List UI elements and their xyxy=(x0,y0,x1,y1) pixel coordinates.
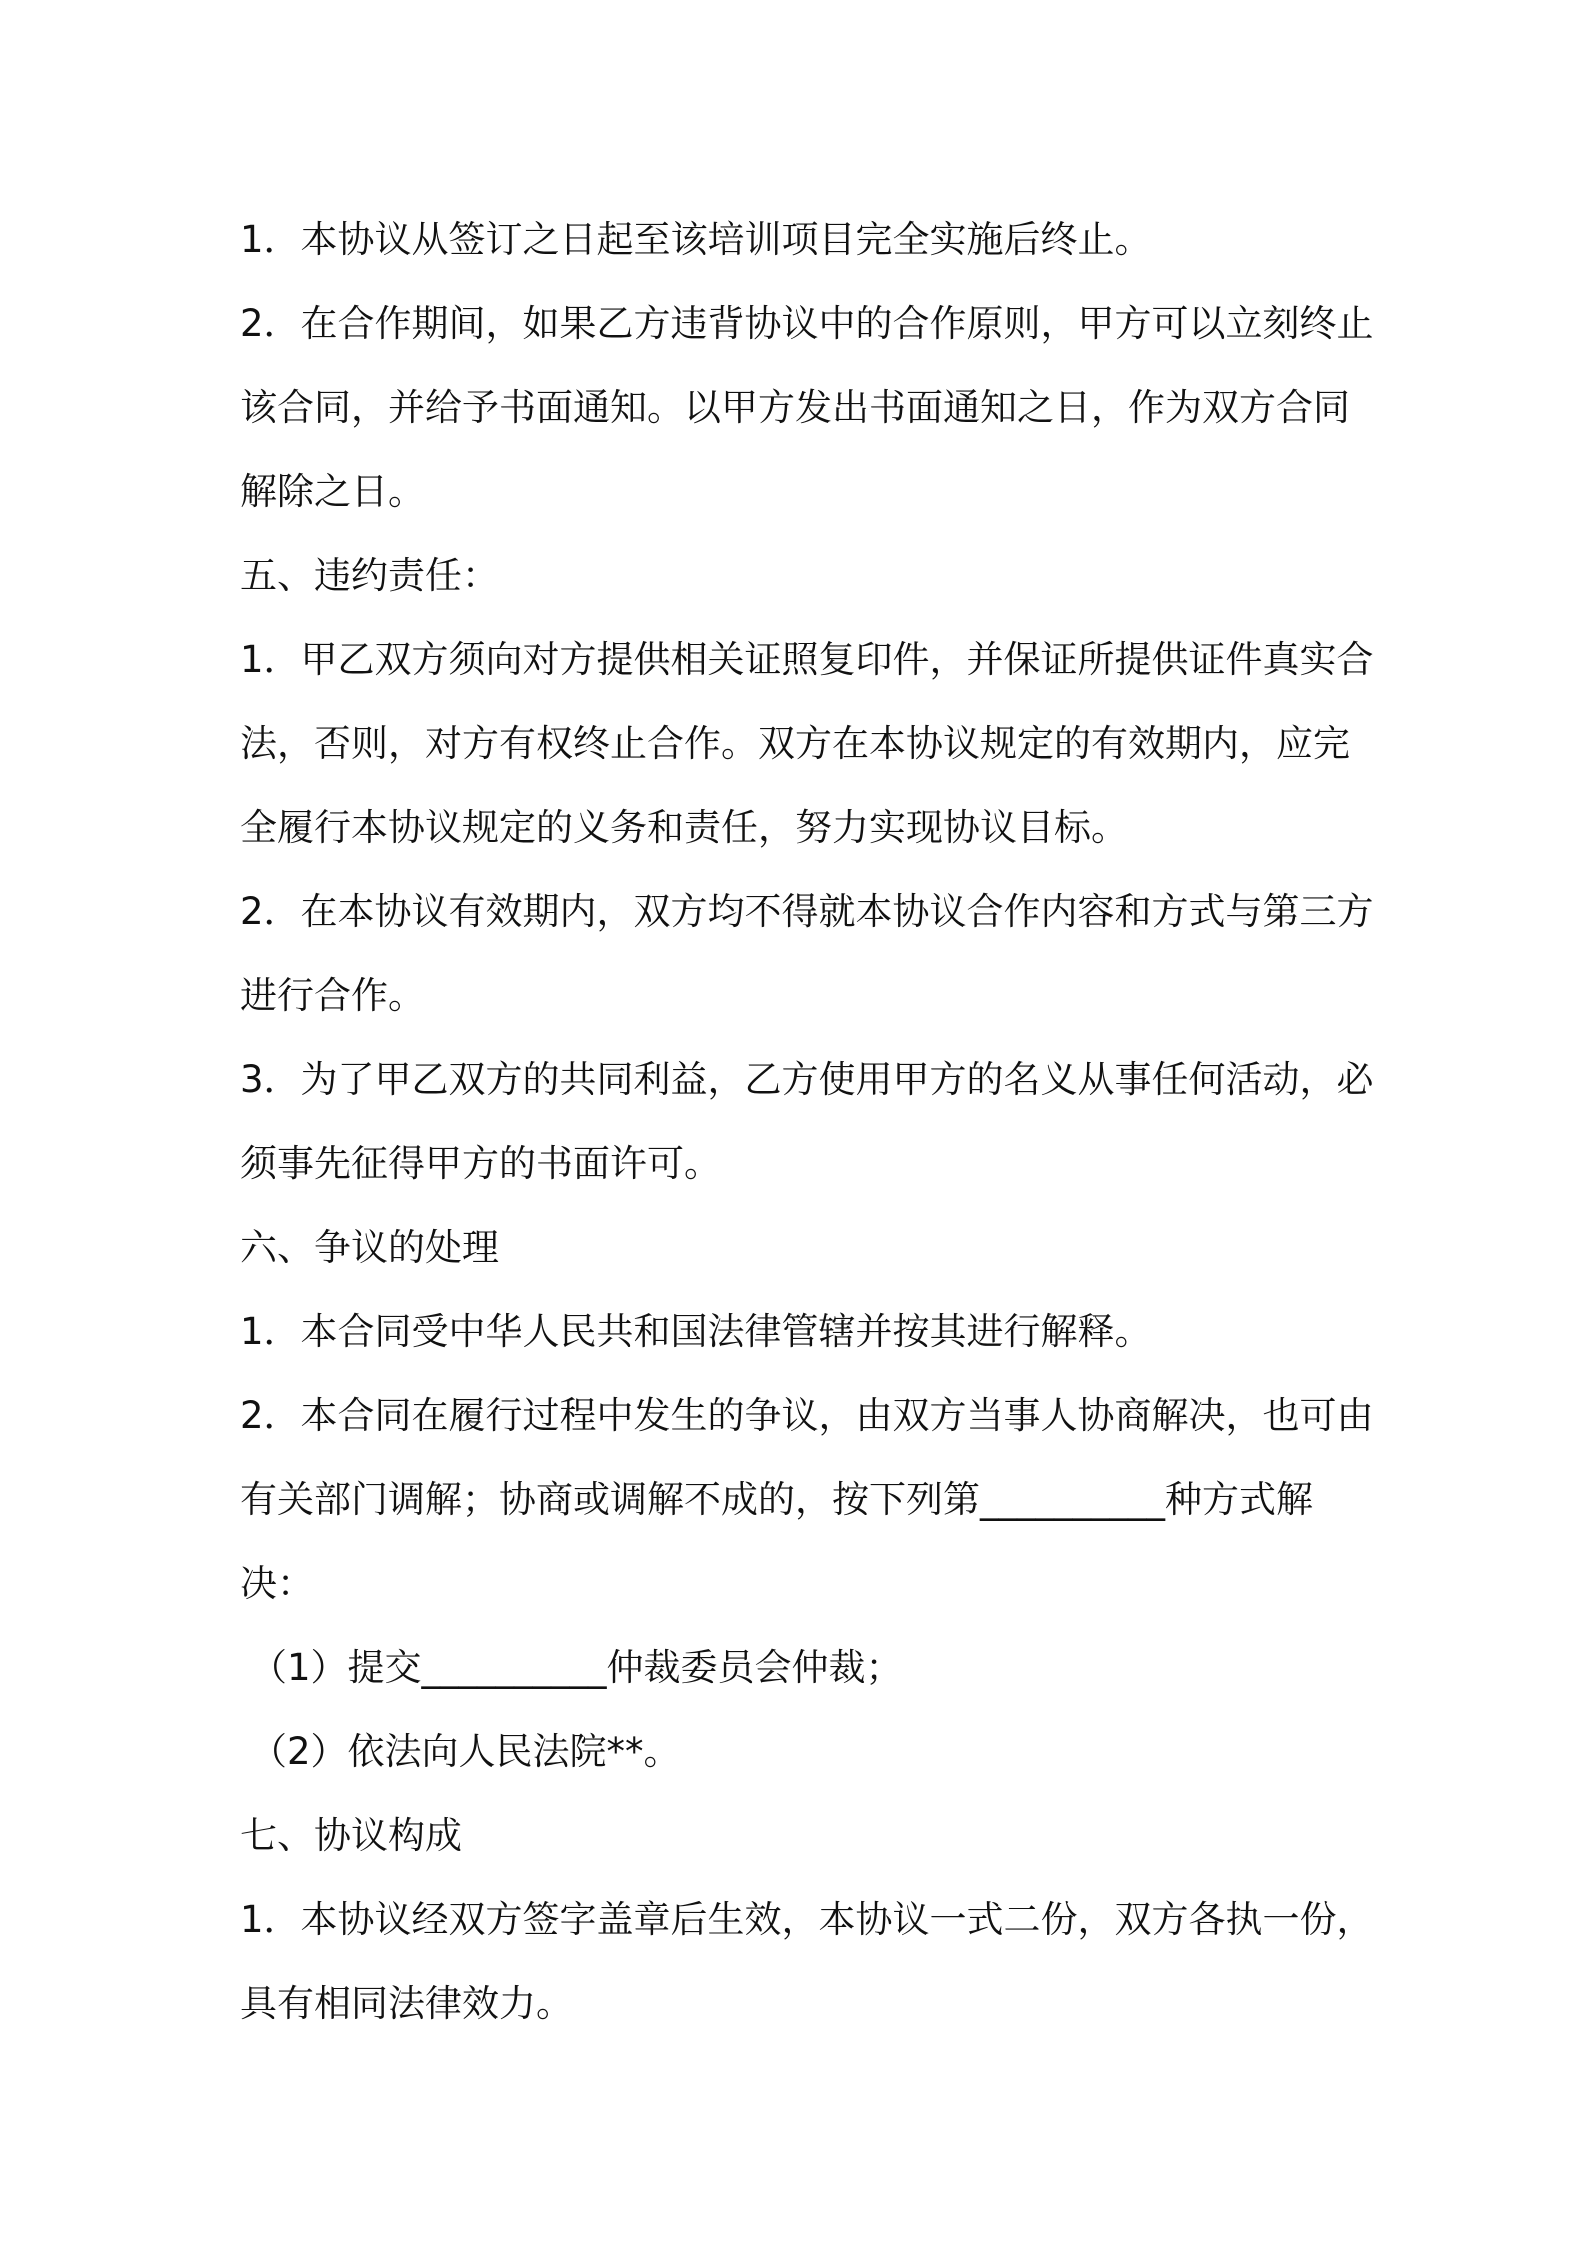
clause-disputes-option-1: （1）提交__________仲裁委员会仲裁； xyxy=(250,1646,903,1689)
document-body xyxy=(240,198,1380,2046)
clause-liability-2: 2．在本协议有效期内，双方均不得就本协议合作内容和方式与第三方进行合作。 xyxy=(240,890,1374,1017)
clause-disputes-1: 1．本合同受中华人民共和国法律管辖并按其进行解释。 xyxy=(240,1310,1152,1353)
clause-liability-1: 1．甲乙双方须向对方提供相关证照复印件，并保证所提供证件真实合法，否则，对方有权终止合作。双方在本协议规定的有效期内，应完全履行本协议规定的义务和责任，努力实现协议目标。 xyxy=(240,638,1374,849)
section-heading-composition: 七、协议构成 xyxy=(240,1814,462,1857)
clause-disputes-option-2: （2）依法向人民法院**。 xyxy=(250,1730,681,1773)
clause-composition-1: 1．本协议经双方签字盖章后生效，本协议一式二份，双方各执一份，具有相同法律效力。 xyxy=(240,1898,1374,2025)
clause-term-2: 2．在合作期间，如果乙方违背协议中的合作原则，甲方可以立刻终止该合同，并给予书面通知。以甲方发出书面通知之日，作为双方合同解除之日。 xyxy=(240,302,1374,513)
clause-term-1: 1．本协议从签订之日起至该培训项目完全实施后终止。 xyxy=(240,218,1152,261)
section-heading-disputes: 六、争议的处理 xyxy=(240,1226,499,1269)
clause-liability-3: 3．为了甲乙双方的共同利益，乙方使用甲方的名义从事任何活动，必须事先征得甲方的书面许可。 xyxy=(240,1058,1374,1185)
clause-disputes-2: 2．本合同在履行过程中发生的争议，由双方当事人协商解决，也可由有关部门调解；协商或调解不成的，按下列第__________种方式解决： xyxy=(240,1394,1374,1605)
section-heading-liability: 五、违约责任： xyxy=(240,554,499,597)
